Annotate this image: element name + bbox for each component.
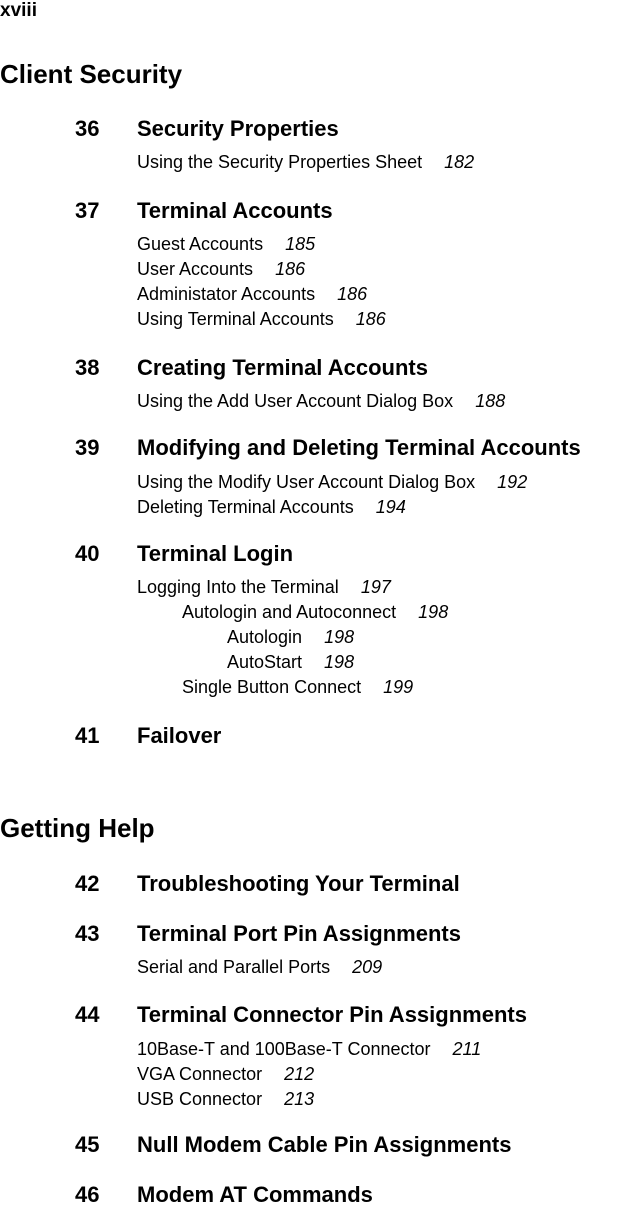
chapter-title-terminal-login[interactable]: Terminal Login bbox=[137, 541, 294, 566]
entry-text: Logging Into the Terminal bbox=[137, 577, 339, 597]
entry-text: Using Terminal Accounts bbox=[137, 309, 334, 329]
entry-text: 10Base-T and 100Base-T Connector bbox=[137, 1039, 431, 1059]
entry-page: 182 bbox=[444, 152, 475, 172]
chapter-number: 39 bbox=[75, 435, 100, 460]
part-title-client-security: Client Security bbox=[0, 59, 183, 89]
chapter-title-security-properties[interactable]: Security Properties bbox=[137, 116, 339, 141]
chapter-title-null-modem-cable[interactable]: Null Modem Cable Pin Assignments bbox=[137, 1132, 512, 1157]
entry-page: 199 bbox=[383, 677, 414, 697]
entry-page: 194 bbox=[375, 497, 406, 517]
page-number: xviii bbox=[0, 0, 37, 21]
entry-page: 198 bbox=[324, 652, 355, 672]
entry-text: Serial and Parallel Ports bbox=[137, 957, 331, 977]
toc-entry[interactable] bbox=[137, 284, 367, 305]
toc-entry[interactable] bbox=[137, 472, 527, 493]
chapter-number: 41 bbox=[75, 723, 100, 748]
entry-page: 186 bbox=[355, 309, 386, 329]
chapter-title-modifying-deleting-accounts[interactable]: Modifying and Deleting Terminal Accounts bbox=[137, 435, 581, 460]
entry-text: Using the Security Properties Sheet bbox=[137, 152, 423, 172]
entry-text: Deleting Terminal Accounts bbox=[137, 497, 354, 517]
toc-entry[interactable] bbox=[137, 391, 505, 412]
chapter-number: 45 bbox=[75, 1132, 100, 1157]
entry-text: Administator Accounts bbox=[137, 284, 316, 304]
entry-page: 192 bbox=[497, 472, 528, 492]
toc-entry[interactable] bbox=[137, 1064, 314, 1085]
entry-text: USB Connector bbox=[137, 1089, 263, 1109]
toc-entry[interactable] bbox=[137, 497, 406, 518]
chapter-title-modem-at-commands[interactable]: Modem AT Commands bbox=[137, 1182, 373, 1207]
toc-entry[interactable] bbox=[137, 309, 386, 330]
toc-entry[interactable] bbox=[182, 677, 413, 698]
chapter-number: 44 bbox=[75, 1002, 100, 1027]
chapter-title-terminal-accounts[interactable]: Terminal Accounts bbox=[137, 198, 333, 223]
toc-entry[interactable] bbox=[227, 652, 354, 673]
toc-entry[interactable] bbox=[137, 234, 315, 255]
entry-page: 198 bbox=[418, 602, 449, 622]
entry-page: 185 bbox=[285, 234, 316, 254]
entry-page: 198 bbox=[324, 627, 355, 647]
entry-text: User Accounts bbox=[137, 259, 254, 279]
chapter-number: 46 bbox=[75, 1182, 100, 1207]
entry-text: VGA Connector bbox=[137, 1064, 263, 1084]
entry-page: 188 bbox=[475, 391, 506, 411]
entry-page: 211 bbox=[452, 1039, 482, 1059]
chapter-title-troubleshooting[interactable]: Troubleshooting Your Terminal bbox=[137, 871, 460, 896]
toc-entry[interactable] bbox=[137, 1089, 314, 1110]
chapter-number: 40 bbox=[75, 541, 100, 566]
entry-page: 197 bbox=[360, 577, 391, 597]
toc-entry[interactable] bbox=[137, 259, 305, 280]
part-title-getting-help: Getting Help bbox=[0, 813, 155, 843]
entry-text: Autologin bbox=[227, 627, 303, 647]
entry-text: Using the Modify User Account Dialog Box bbox=[137, 472, 476, 492]
chapter-title-failover[interactable]: Failover bbox=[137, 723, 222, 748]
entry-page: 186 bbox=[337, 284, 368, 304]
chapter-number: 37 bbox=[75, 198, 100, 223]
toc-entry[interactable] bbox=[182, 602, 448, 623]
toc-entry[interactable] bbox=[137, 1039, 481, 1060]
entry-text: Using the Add User Account Dialog Box bbox=[137, 391, 454, 411]
entry-text: AutoStart bbox=[227, 652, 303, 672]
entry-text: Guest Accounts bbox=[137, 234, 264, 254]
chapter-number: 42 bbox=[75, 871, 100, 896]
chapter-title-connector-pin-assignments[interactable]: Terminal Connector Pin Assignments bbox=[137, 1002, 527, 1027]
chapter-title-creating-terminal-accounts[interactable]: Creating Terminal Accounts bbox=[137, 355, 428, 380]
toc-entry[interactable] bbox=[137, 152, 474, 173]
chapter-title-port-pin-assignments[interactable]: Terminal Port Pin Assignments bbox=[137, 921, 461, 946]
entry-page: 209 bbox=[352, 957, 383, 977]
entry-page: 213 bbox=[284, 1089, 315, 1109]
entry-text: Single Button Connect bbox=[182, 677, 362, 697]
chapter-number: 38 bbox=[75, 355, 100, 380]
entry-text: Autologin and Autoconnect bbox=[182, 602, 397, 622]
toc-entry[interactable] bbox=[227, 627, 354, 648]
chapter-number: 43 bbox=[75, 921, 100, 946]
entry-page: 186 bbox=[275, 259, 306, 279]
toc-entry[interactable] bbox=[137, 577, 391, 598]
entry-page: 212 bbox=[284, 1064, 315, 1084]
toc-entry[interactable] bbox=[137, 957, 382, 978]
chapter-number: 36 bbox=[75, 116, 100, 141]
